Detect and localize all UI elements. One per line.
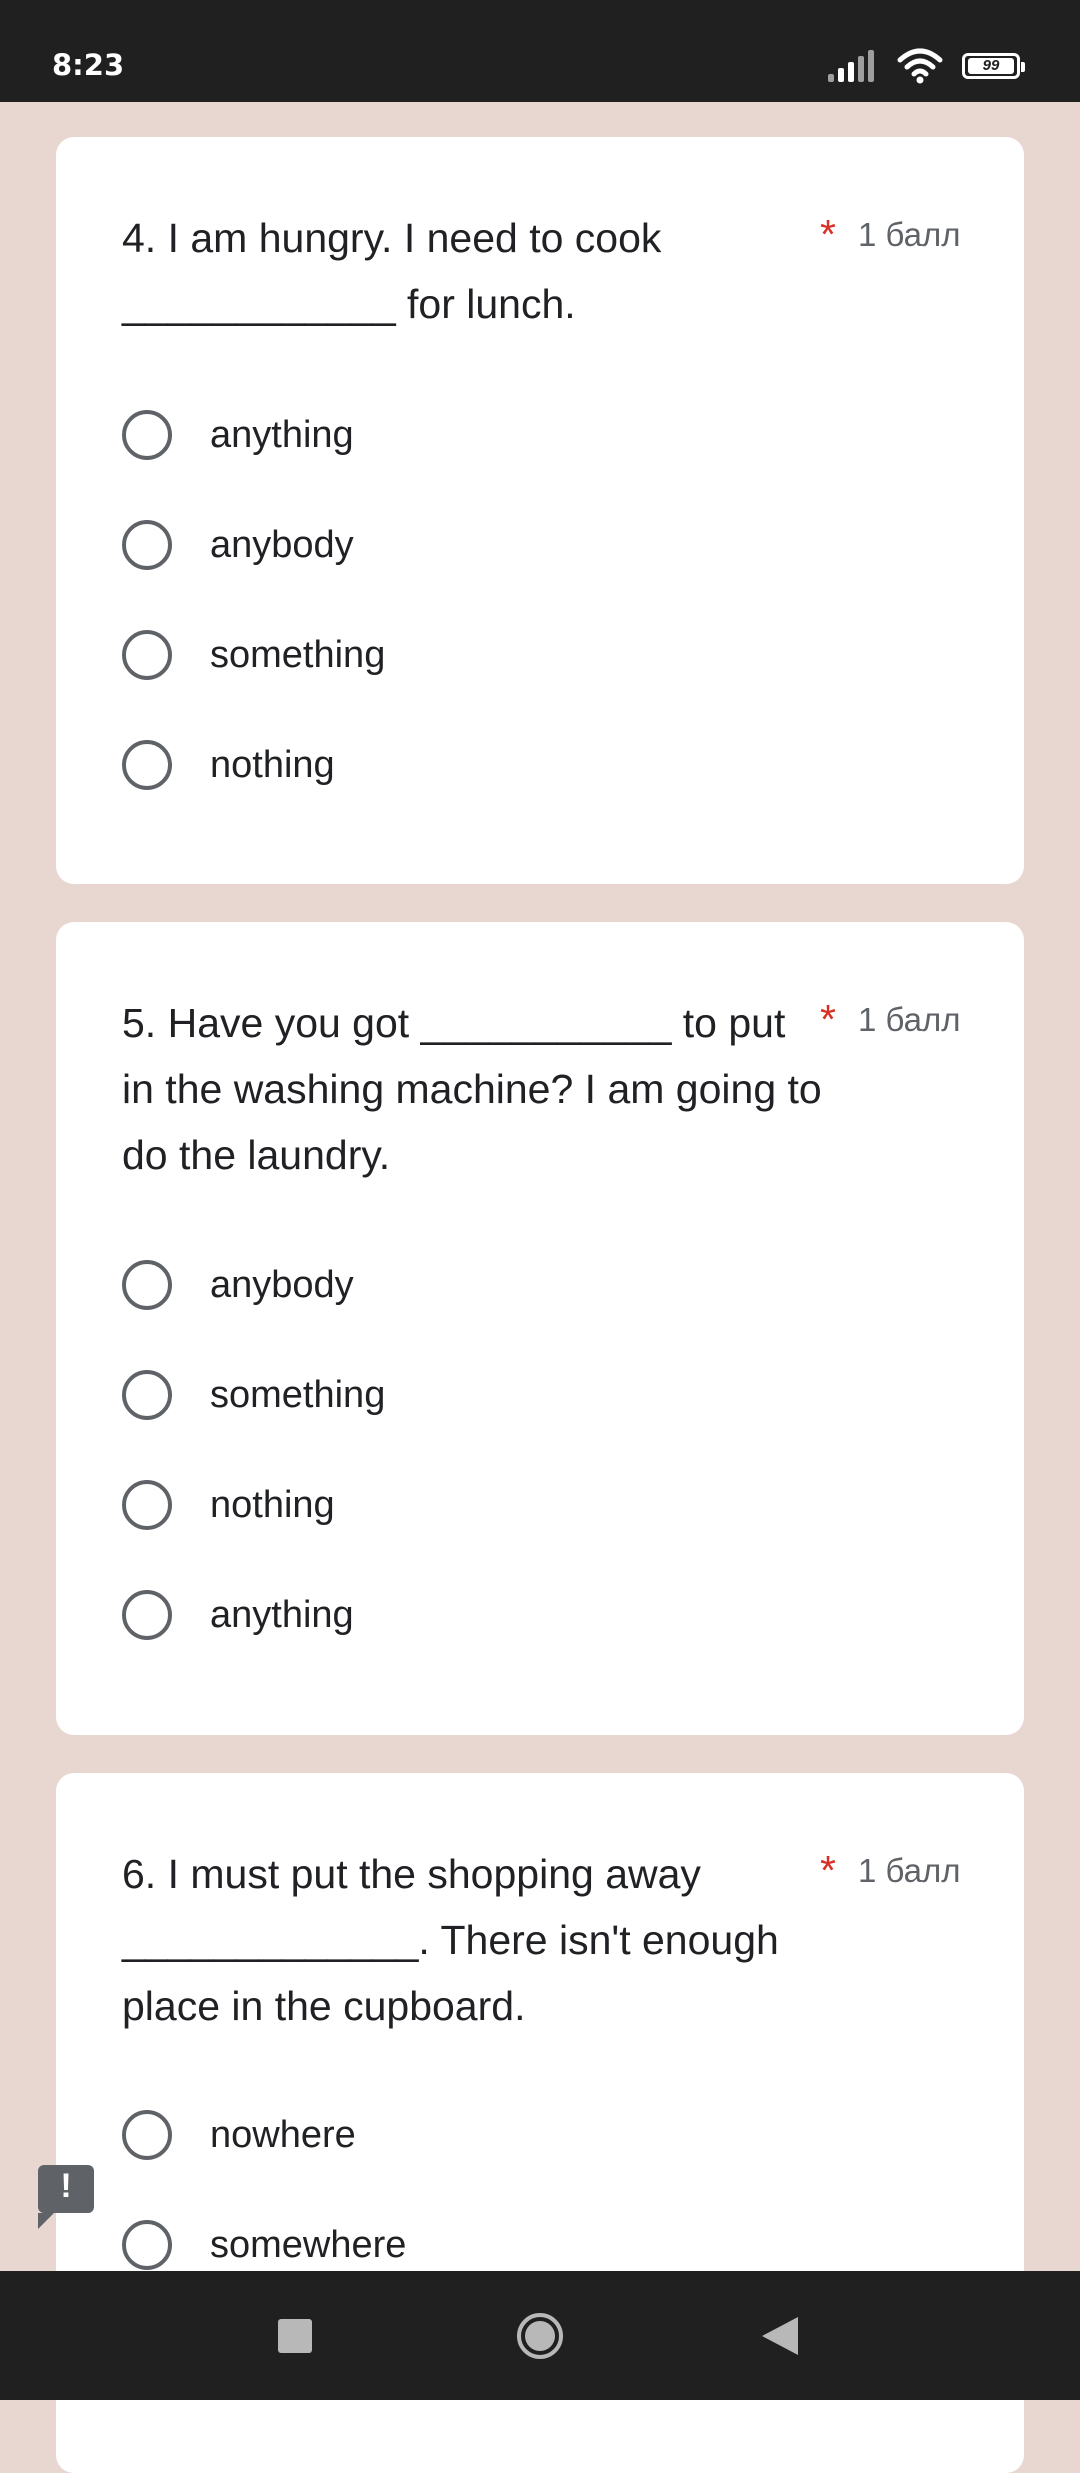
radio-option[interactable] (122, 2105, 356, 2165)
question-text: 4. I am hungry. I need to cook ____________ for lunch. (122, 215, 662, 327)
radio-option[interactable] (122, 515, 354, 575)
points-label: 1 балл (858, 216, 961, 253)
question-text: 5. Have you got ___________ to put in the washing machine? I am going to do the laundry. (122, 1000, 822, 1178)
status-bar (0, 0, 1080, 102)
required-marker: * (820, 996, 836, 1042)
feedback-button[interactable] (38, 2165, 94, 2213)
radio-button[interactable] (122, 630, 172, 680)
radio-button[interactable] (122, 2110, 172, 2160)
radio-option[interactable] (122, 1255, 354, 1315)
radio-option[interactable] (122, 625, 385, 685)
back-button[interactable] (720, 2271, 840, 2400)
radio-option[interactable] (122, 2215, 406, 2275)
status-icons (828, 48, 1020, 84)
option-label: nothing (210, 743, 335, 786)
question-text: 6. I must put the shopping away _____________. There isn't enough place in the cupboard. (122, 1851, 779, 2029)
radio-button[interactable] (122, 1260, 172, 1310)
square-icon (278, 2319, 312, 2353)
option-label: anything (210, 413, 354, 456)
required-marker: * (820, 211, 836, 257)
points-label: 1 балл (858, 1001, 961, 1038)
wifi-icon (896, 48, 944, 84)
option-label: nowhere (210, 2113, 356, 2156)
signal-icon (828, 50, 878, 82)
radio-option[interactable] (122, 735, 335, 795)
home-button[interactable] (480, 2271, 600, 2400)
battery-icon (962, 53, 1020, 79)
option-label: anything (210, 1593, 354, 1636)
question-card-5 (56, 922, 1024, 1735)
recents-button[interactable] (235, 2271, 355, 2400)
radio-option[interactable] (122, 1475, 335, 1535)
points-label: 1 балл (858, 1852, 961, 1889)
option-label: anybody (210, 523, 354, 566)
option-label: something (210, 633, 386, 676)
radio-button[interactable] (122, 1370, 172, 1420)
circle-icon (515, 2311, 565, 2361)
radio-button[interactable] (122, 520, 172, 570)
status-time: 8:23 (52, 48, 125, 82)
radio-option[interactable] (122, 1585, 354, 1645)
required-marker: * (820, 1847, 836, 1893)
radio-button[interactable] (122, 740, 172, 790)
radio-option[interactable] (122, 1365, 385, 1425)
battery-level: 99 (968, 58, 1014, 74)
navigation-bar (0, 2271, 1080, 2400)
option-label: somewhere (210, 2223, 407, 2266)
option-label: anybody (210, 1263, 354, 1306)
radio-button[interactable] (122, 2220, 172, 2270)
back-triangle-icon (762, 2317, 798, 2355)
radio-button[interactable] (122, 410, 172, 460)
radio-button[interactable] (122, 1480, 172, 1530)
option-label: nothing (210, 1483, 335, 1526)
question-card-4 (56, 137, 1024, 884)
option-label: something (210, 1373, 386, 1416)
report-icon: ! (60, 2167, 72, 2205)
radio-button[interactable] (122, 1590, 172, 1640)
radio-option[interactable] (122, 405, 354, 465)
